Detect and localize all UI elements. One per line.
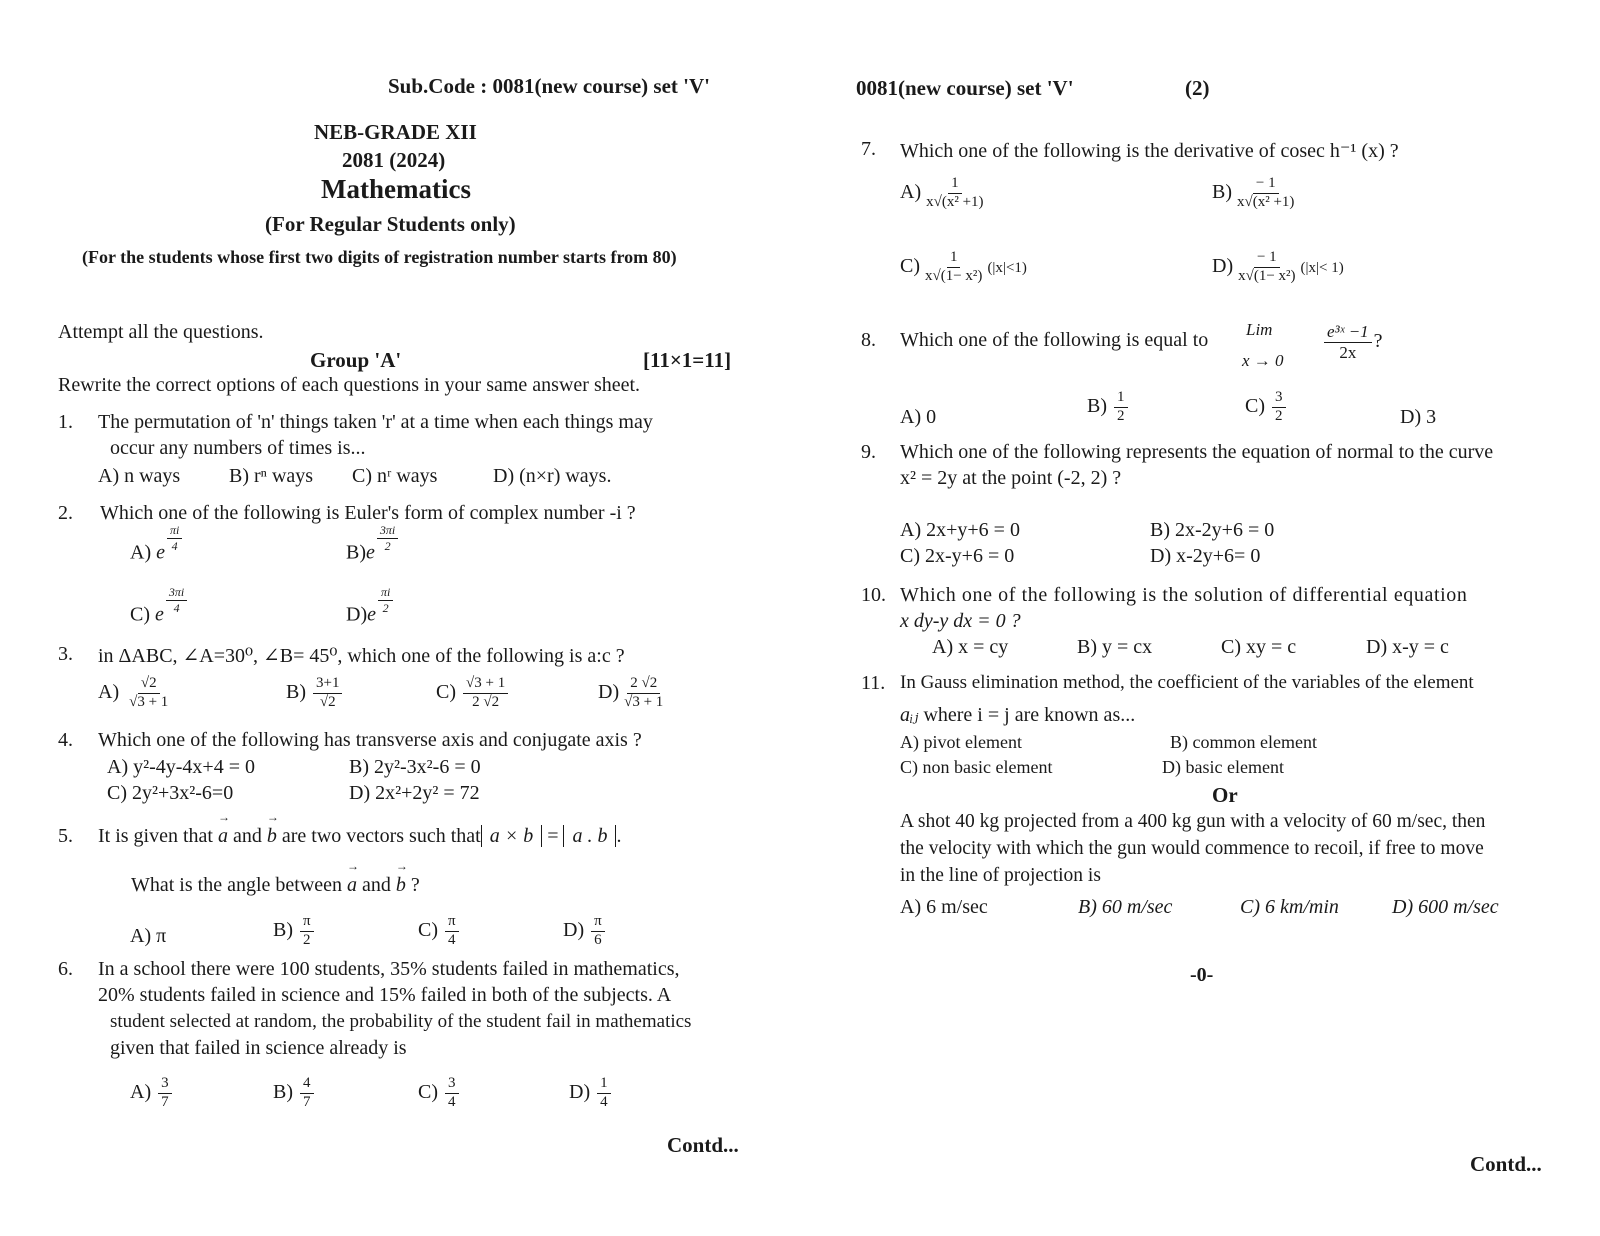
q6-number: 6.	[58, 958, 73, 980]
q7-c-label: C)	[900, 254, 920, 277]
q6-c-den: 4	[448, 1093, 456, 1110]
q10-number: 10.	[861, 584, 886, 606]
q3-option-c	[436, 676, 510, 711]
q7-option-d	[1212, 250, 1344, 285]
q2-a-exp-num: πi	[167, 524, 182, 539]
q5-b-label: B)	[273, 918, 293, 941]
q3-c-fraction	[463, 676, 508, 711]
q3-c-label: C)	[436, 680, 456, 703]
q1-number: 1.	[58, 411, 73, 433]
q5-c-fraction	[445, 914, 459, 949]
q6-a-fraction	[158, 1076, 172, 1111]
q7-a-den: x√(x² +1)	[926, 193, 984, 210]
q8-b-den: 2	[1117, 407, 1125, 424]
q11-option-a: A) pivot element	[900, 732, 1022, 752]
q5-text-3: What is the angle between	[131, 874, 343, 896]
q8-option-a: A) 0	[900, 406, 937, 428]
q11-number: 11.	[861, 672, 886, 694]
q5-d-fraction	[591, 914, 605, 949]
q4-number: 4.	[58, 729, 73, 751]
q10-text-1: Which one of the following is the solution of differential equation	[900, 584, 1468, 606]
q3-b-label: B)	[286, 680, 306, 703]
vector-b: → b	[267, 825, 277, 848]
q5-number: 5.	[58, 825, 73, 847]
q2-b-label: B)	[346, 541, 366, 564]
q6-option-c	[418, 1076, 461, 1111]
q7-option-a	[900, 176, 989, 211]
q3-option-a	[98, 676, 173, 711]
q5-d-num: π	[591, 914, 605, 932]
q5-dot-product: a . b	[563, 825, 616, 847]
q8-number: 8.	[861, 329, 876, 351]
q6-b-label: B)	[273, 1080, 293, 1103]
vector-a: → a	[218, 825, 228, 848]
q3-c-num: √3 + 1	[463, 676, 508, 694]
q7-a-num: 1	[948, 176, 962, 194]
q5-option-c	[418, 914, 461, 949]
q2-a-base: e	[156, 541, 165, 564]
q2-d-exp-num: πi	[378, 586, 393, 601]
q9-option-b: B) 2x-2y+6 = 0	[1150, 519, 1275, 541]
q8-text: Which one of the following is equal to	[900, 329, 1209, 351]
q11-option-d: D) basic element	[1162, 757, 1284, 777]
q2-c-exp-den: 4	[173, 600, 180, 615]
q2-c-exp-num: 3πi	[166, 586, 187, 601]
q7-c-condition: (|x|<1)	[987, 259, 1027, 276]
q9-number: 9.	[861, 441, 876, 463]
attempt-instruction: Attempt all the questions.	[58, 321, 264, 343]
right-header: 0081(new course) set 'V'	[856, 76, 1074, 100]
q8-b-fraction	[1114, 390, 1128, 425]
q8-lim: Lim	[1246, 320, 1273, 339]
q4-option-a: A) y²-4y-4x+4 = 0	[107, 756, 255, 778]
q6-a-label: A)	[130, 1080, 152, 1103]
q11-option-c: C) non basic element	[900, 757, 1053, 777]
q5-question-mark: ?	[410, 874, 420, 896]
q8-c-den: 2	[1275, 407, 1283, 424]
q7-d-den: x√(1− x²)	[1238, 267, 1296, 284]
q3-a-den: √3 + 1	[129, 693, 169, 710]
q8-fraction	[1324, 323, 1372, 362]
q3-text: in ΔABC, ∠A=30⁰, ∠B= 45⁰, which one of the following is a:c ?	[98, 645, 625, 667]
q5-cross-product: a × b	[481, 825, 543, 847]
q4-text: Which one of the following has transverse axis and conjugate axis ?	[98, 729, 642, 751]
q7-b-fraction	[1234, 176, 1297, 211]
q11-line-2	[900, 702, 1135, 727]
q7-d-condition: (|x|< 1)	[1300, 259, 1344, 276]
q7-b-label: B)	[1212, 180, 1232, 203]
q1-text: The permutation of 'n' things taken 'r' at a time when each things may	[98, 411, 653, 433]
q2-a-label: A)	[130, 541, 152, 564]
q6-option-a	[130, 1076, 174, 1111]
q5-and: and	[232, 825, 262, 847]
grade-title: NEB-GRADE XII	[314, 120, 477, 144]
q7-number: 7.	[861, 138, 876, 160]
q5-period: .	[616, 825, 622, 847]
q5-option-a: A) π	[130, 925, 167, 947]
q5-c-label: C)	[418, 918, 438, 941]
q11-alt-text-3: in the line of projection is	[900, 865, 1101, 886]
q10-option-c: C) xy = c	[1221, 636, 1297, 658]
q8-c-num: 3	[1272, 390, 1286, 408]
q9-option-c: C) 2x-y+6 = 0	[900, 545, 1015, 567]
q6-option-b	[273, 1076, 316, 1111]
vector-b-2: → b	[396, 874, 406, 897]
q8-question-mark: ?	[1373, 329, 1383, 352]
q11-or: Or	[1212, 783, 1238, 807]
q8-c-fraction	[1272, 390, 1286, 425]
q11-option-b: B) common element	[1170, 732, 1317, 752]
q5-equals: =	[547, 825, 559, 847]
q6-d-den: 4	[600, 1093, 608, 1110]
q3-c-den: 2 √2	[472, 693, 500, 710]
q5-text-2: are two vectors such that	[281, 825, 481, 847]
q11-alt-text-1: A shot 40 kg projected from a 400 kg gun with a velocity of 60 m/sec, then	[900, 811, 1486, 832]
q2-a-exponent	[167, 524, 182, 552]
q7-b-den: x√(x² +1)	[1237, 193, 1295, 210]
q2-b-exp-den: 2	[384, 538, 391, 553]
q11-alt-option-b: B) 60 m/sec	[1078, 896, 1173, 918]
q5-b-fraction	[300, 914, 314, 949]
q4-option-c: C) 2y²+3x²-6=0	[107, 782, 234, 804]
q2-text: Which one of the following is Euler's form of complex number -i ?	[100, 502, 636, 524]
q3-b-fraction	[313, 676, 342, 711]
q9-option-a: A) 2x+y+6 = 0	[900, 519, 1020, 541]
q3-a-num: √2	[138, 676, 160, 694]
q10-text-2: x dy-y dx = 0 ?	[900, 610, 1021, 632]
q8-option-b	[1087, 390, 1130, 425]
q2-b-exponent	[377, 524, 398, 552]
students-note: (For the students whose first two digits of registration number starts from 80)	[82, 247, 677, 267]
exam-year: 2081 (2024)	[342, 148, 446, 172]
q1-option-d: D) (n×r) ways.	[493, 465, 612, 487]
q8-lim-subscript: x → 0	[1242, 351, 1284, 370]
q2-c-base: e	[155, 603, 164, 626]
q11-text-1: In Gauss elimination method, the coefficient of the variables of the element	[900, 672, 1474, 693]
q6-c-num: 3	[445, 1076, 459, 1094]
q8-c-label: C)	[1245, 394, 1265, 417]
q6-b-fraction	[300, 1076, 314, 1111]
q3-d-den: √3 + 1	[624, 693, 664, 710]
left-page	[0, 0, 790, 1236]
q6-text-4: given that failed in science already is	[110, 1037, 407, 1059]
q2-a-exp-den: 4	[171, 538, 178, 553]
q6-a-den: 7	[161, 1093, 169, 1110]
q7-d-label: D)	[1212, 254, 1234, 277]
q8-fraction-wrap	[1322, 323, 1383, 362]
q8-frac-den: 2x	[1339, 342, 1357, 362]
q5-b-num: π	[300, 914, 314, 932]
q7-d-fraction	[1235, 250, 1298, 285]
q8-b-num: 1	[1114, 390, 1128, 408]
q7-b-num: − 1	[1253, 176, 1279, 194]
q5-and-2: and	[362, 874, 391, 896]
q5-c-num: π	[445, 914, 459, 932]
q3-a-fraction	[126, 676, 171, 711]
page-number: (2)	[1185, 76, 1210, 100]
q3-b-den: √2	[319, 693, 336, 710]
q10-option-d: D) x-y = c	[1366, 636, 1449, 658]
q6-c-fraction	[445, 1076, 459, 1111]
q3-option-b	[286, 676, 344, 711]
q5-d-label: D)	[563, 918, 585, 941]
q11-alt-option-d: D) 600 m/sec	[1392, 896, 1499, 918]
vector-a-2: → a	[347, 874, 357, 897]
q10-option-b: B) y = cx	[1077, 636, 1153, 658]
q3-option-d	[598, 676, 668, 711]
q9-option-d: D) x-2y+6= 0	[1150, 545, 1261, 567]
q7-c-num: 1	[947, 250, 961, 268]
q6-option-d	[569, 1076, 613, 1111]
q11-aij: aᵢⱼ	[900, 704, 919, 726]
q5-b-den: 2	[303, 931, 311, 948]
q8-option-d: D) 3	[1400, 406, 1437, 428]
right-page	[820, 0, 1600, 1236]
q11-alt-text-2: the velocity with which the gun would commence to recoil, if free to move	[900, 838, 1484, 859]
q8-b-label: B)	[1087, 394, 1107, 417]
q6-text-2: 20% students failed in science and 15% failed in both of the subjects. A	[98, 984, 672, 1006]
q5-text-1: It is given that	[98, 825, 213, 847]
group-title: Group 'A'	[310, 348, 402, 372]
q11-alt-option-a: A) 6 m/sec	[900, 896, 988, 918]
q2-d-label: D)	[346, 603, 368, 626]
q6-text-1: In a school there were 100 students, 35% students failed in mathematics,	[98, 958, 680, 980]
q5-option-b	[273, 914, 316, 949]
q7-text: Which one of the following is the derivative of cosec h⁻¹ (x) ?	[900, 140, 1399, 162]
q7-c-den: x√(1− x²)	[925, 267, 983, 284]
q5-c-den: 4	[448, 931, 456, 948]
q5-option-d	[563, 914, 607, 949]
q7-c-fraction	[922, 250, 985, 285]
q2-c-label: C)	[130, 603, 150, 626]
q7-a-label: A)	[900, 180, 922, 203]
q1-text-2: occur any numbers of times is...	[110, 437, 366, 459]
q4-option-b: B) 2y²-3x²-6 = 0	[349, 756, 481, 778]
contd-right: Contd...	[1470, 1152, 1542, 1176]
q2-d-base: e	[367, 603, 376, 626]
q9-text-1: Which one of the following represents the equation of normal to the curve	[900, 441, 1494, 463]
q1-option-c: C) nʳ ways	[352, 465, 438, 487]
q2-c-exponent	[166, 586, 187, 614]
q3-a-label: A)	[98, 680, 120, 703]
subject-title: Mathematics	[321, 174, 471, 204]
q6-text-3: student selected at random, the probability of the student fail in mathematics	[110, 1011, 692, 1032]
q7-d-num: − 1	[1254, 250, 1280, 268]
group-marks: [11×1=11]	[643, 348, 732, 372]
q3-d-num: 2 √2	[627, 676, 660, 694]
q2-number: 2.	[58, 502, 73, 524]
rewrite-instruction: Rewrite the correct options of each questions in your same answer sheet.	[58, 374, 641, 396]
q6-c-label: C)	[418, 1080, 438, 1103]
q3-b-num: 3+1	[313, 676, 342, 694]
q9-text-2: x² = 2y at the point (-2, 2) ?	[900, 467, 1122, 489]
q11-alt-option-c: C) 6 km/min	[1240, 896, 1339, 918]
q6-d-label: D)	[569, 1080, 591, 1103]
q5-d-den: 6	[594, 931, 602, 948]
q6-d-fraction	[597, 1076, 611, 1111]
q2-b-base: e	[366, 541, 375, 564]
q5-line-2	[131, 874, 420, 897]
q2-d-exp-den: 2	[382, 600, 389, 615]
q10-option-a: A) x = cy	[932, 636, 1009, 658]
q6-b-num: 4	[300, 1076, 314, 1094]
q6-d-num: 1	[597, 1076, 611, 1094]
q1-option-a: A) n ways	[98, 465, 181, 487]
q4-option-d: D) 2x²+2y² = 72	[349, 782, 480, 804]
q6-b-den: 7	[303, 1093, 311, 1110]
q2-b-exp-num: 3πi	[377, 524, 398, 539]
q11-text-2: where i = j are known as...	[923, 704, 1136, 726]
q7-a-fraction	[923, 176, 986, 211]
page-footer: -0-	[1190, 964, 1214, 986]
q3-d-fraction	[621, 676, 666, 711]
q2-d-exponent	[378, 586, 393, 614]
q7-option-b	[1212, 176, 1299, 211]
q6-a-num: 3	[158, 1076, 172, 1094]
contd-left: Contd...	[667, 1133, 739, 1157]
q8-frac-num: e³ˣ −1	[1324, 323, 1372, 343]
q1-option-b: B) rⁿ ways	[229, 465, 314, 487]
q5-line-1	[98, 825, 621, 848]
q3-number: 3.	[58, 643, 73, 665]
q8-option-c	[1245, 390, 1288, 425]
q7-option-c	[900, 250, 1027, 285]
subject-code: Sub.Code : 0081(new course) set 'V'	[388, 74, 710, 98]
q3-d-label: D)	[598, 680, 620, 703]
regular-note: (For Regular Students only)	[265, 212, 516, 236]
